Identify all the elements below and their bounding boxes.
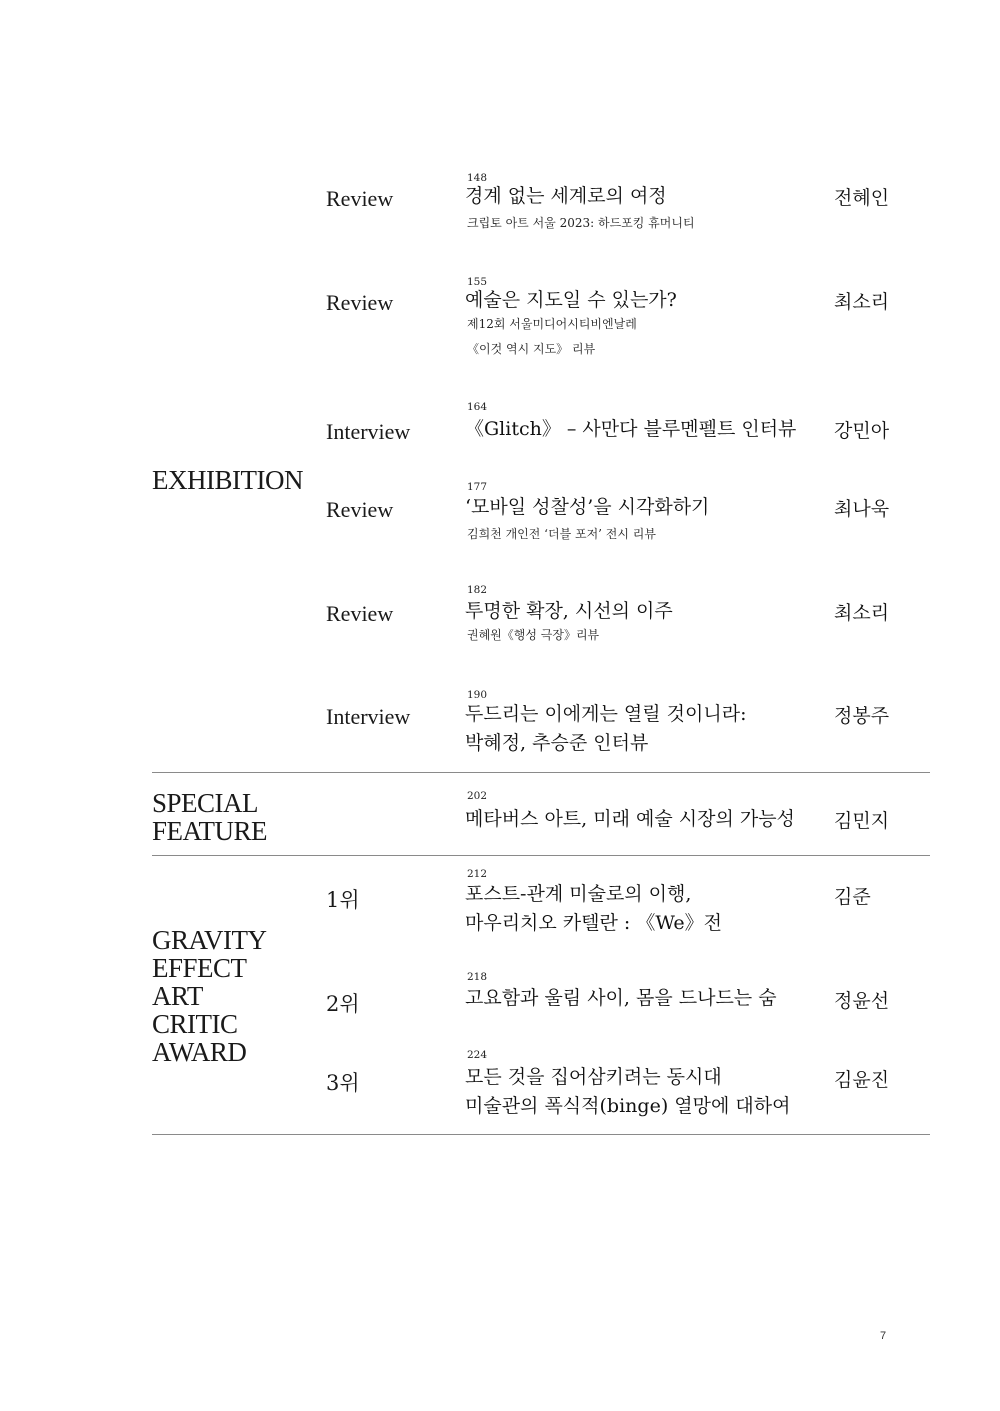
- section-line: AWARD: [152, 1037, 247, 1067]
- title-line: 두드리는 이에게는 열릴 것이니라:: [465, 703, 747, 725]
- entry-author: 김준: [834, 886, 871, 908]
- title-line: 박혜정, 추승준 인터뷰: [465, 732, 649, 754]
- entry-author: 최나욱: [834, 498, 890, 520]
- section-exhibition: [152, 466, 303, 494]
- title-line: 모든 것을 집어삼키려는 동시대: [465, 1066, 722, 1088]
- entry-type: Interview: [326, 704, 411, 729]
- page-number: 7: [880, 1330, 887, 1342]
- title-line: 경계 없는 세계로의 여정: [465, 185, 667, 207]
- entry-title: [465, 597, 673, 626]
- section-special-feature: [152, 789, 267, 845]
- title-line: 메타버스 아트, 미래 예술 시장의 가능성: [465, 808, 795, 830]
- title-line: ‘모바일 성찰성’을 시각화하기: [465, 496, 710, 518]
- title-line: 투명한 확장, 시선의 이주: [465, 600, 673, 622]
- entry-title: [465, 880, 722, 938]
- entry-page-number: 164: [467, 401, 488, 413]
- entry-title: [465, 415, 796, 444]
- entry-page-number: 224: [467, 1049, 488, 1061]
- entry-author: 정봉주: [834, 705, 890, 727]
- entry-title: [465, 286, 677, 315]
- entry-author: 김윤진: [834, 1069, 890, 1091]
- title-line: 고요함과 울림 사이, 몸을 드나드는 숨: [465, 987, 777, 1009]
- section-line: SPECIAL: [152, 788, 259, 818]
- entry-page-number: 212: [467, 868, 488, 880]
- section-line: EXHIBITION: [152, 465, 303, 495]
- section-line: CRITIC: [152, 1009, 238, 1039]
- entry-subtitle: [467, 522, 656, 547]
- subtitle-line: 《이것 역시 지도》 리뷰: [467, 342, 596, 356]
- title-line: 마우리치오 카텔란 : 《We》전: [465, 912, 722, 934]
- entry-page-number: 190: [467, 689, 488, 701]
- section-line: GRAVITY: [152, 925, 267, 955]
- section-award: [152, 926, 267, 1066]
- entry-type: Review: [326, 290, 394, 315]
- section-line: ART: [152, 981, 203, 1011]
- divider: [152, 855, 930, 856]
- entry-subtitle: [467, 312, 637, 362]
- title-line: 예술은 지도일 수 있는가?: [465, 289, 677, 311]
- entry-type: Review: [326, 601, 394, 626]
- title-line: 미술관의 폭식적(binge) 열망에 대하여: [465, 1095, 791, 1117]
- entry-title: [465, 984, 777, 1013]
- entry-type: Interview: [326, 419, 411, 444]
- entry-title: [465, 700, 746, 758]
- title-line: 《Glitch》 – 사만다 블루멘펠트 인터뷰: [465, 418, 797, 440]
- subtitle-line: 김희천 개인전 ‘더블 포저’ 전시 리뷰: [467, 527, 656, 541]
- entry-page-number: 155: [467, 276, 488, 288]
- award-rank: 2위: [326, 992, 360, 1016]
- entry-type: Review: [326, 186, 394, 211]
- entry-author: 김민지: [834, 810, 890, 832]
- entry-page-number: 177: [467, 481, 488, 493]
- entry-title: [465, 182, 667, 211]
- subtitle-line: 크립토 아트 서울 2023: 하드포킹 휴머니티: [467, 216, 695, 230]
- entry-title: [465, 493, 709, 522]
- entry-type: Review: [326, 497, 394, 522]
- entry-page-number: 202: [467, 790, 488, 802]
- section-line: FEATURE: [152, 816, 268, 846]
- entry-title: [465, 805, 795, 834]
- entry-title: [465, 1063, 790, 1121]
- award-rank: 1위: [326, 888, 360, 912]
- award-rank: 3위: [326, 1071, 360, 1095]
- entry-subtitle: [467, 623, 599, 648]
- title-line: 포스트-관계 미술로의 이행,: [465, 883, 692, 905]
- subtitle-line: 권혜원《행성 극장》리뷰: [467, 628, 600, 642]
- entry-author: 강민아: [834, 420, 890, 442]
- entry-author: 정윤선: [834, 990, 890, 1012]
- entry-page-number: 148: [467, 172, 488, 184]
- divider: [152, 772, 930, 773]
- entry-author: 전혜인: [834, 187, 890, 209]
- entry-author: 최소리: [834, 602, 890, 624]
- entry-page-number: 182: [467, 584, 488, 596]
- divider: [152, 1134, 930, 1135]
- entry-author: 최소리: [834, 291, 890, 313]
- subtitle-line: 제12회 서울미디어시티비엔날레: [467, 317, 637, 331]
- entry-page-number: 218: [467, 971, 488, 983]
- section-line: EFFECT: [152, 953, 247, 983]
- entry-subtitle: [467, 211, 695, 236]
